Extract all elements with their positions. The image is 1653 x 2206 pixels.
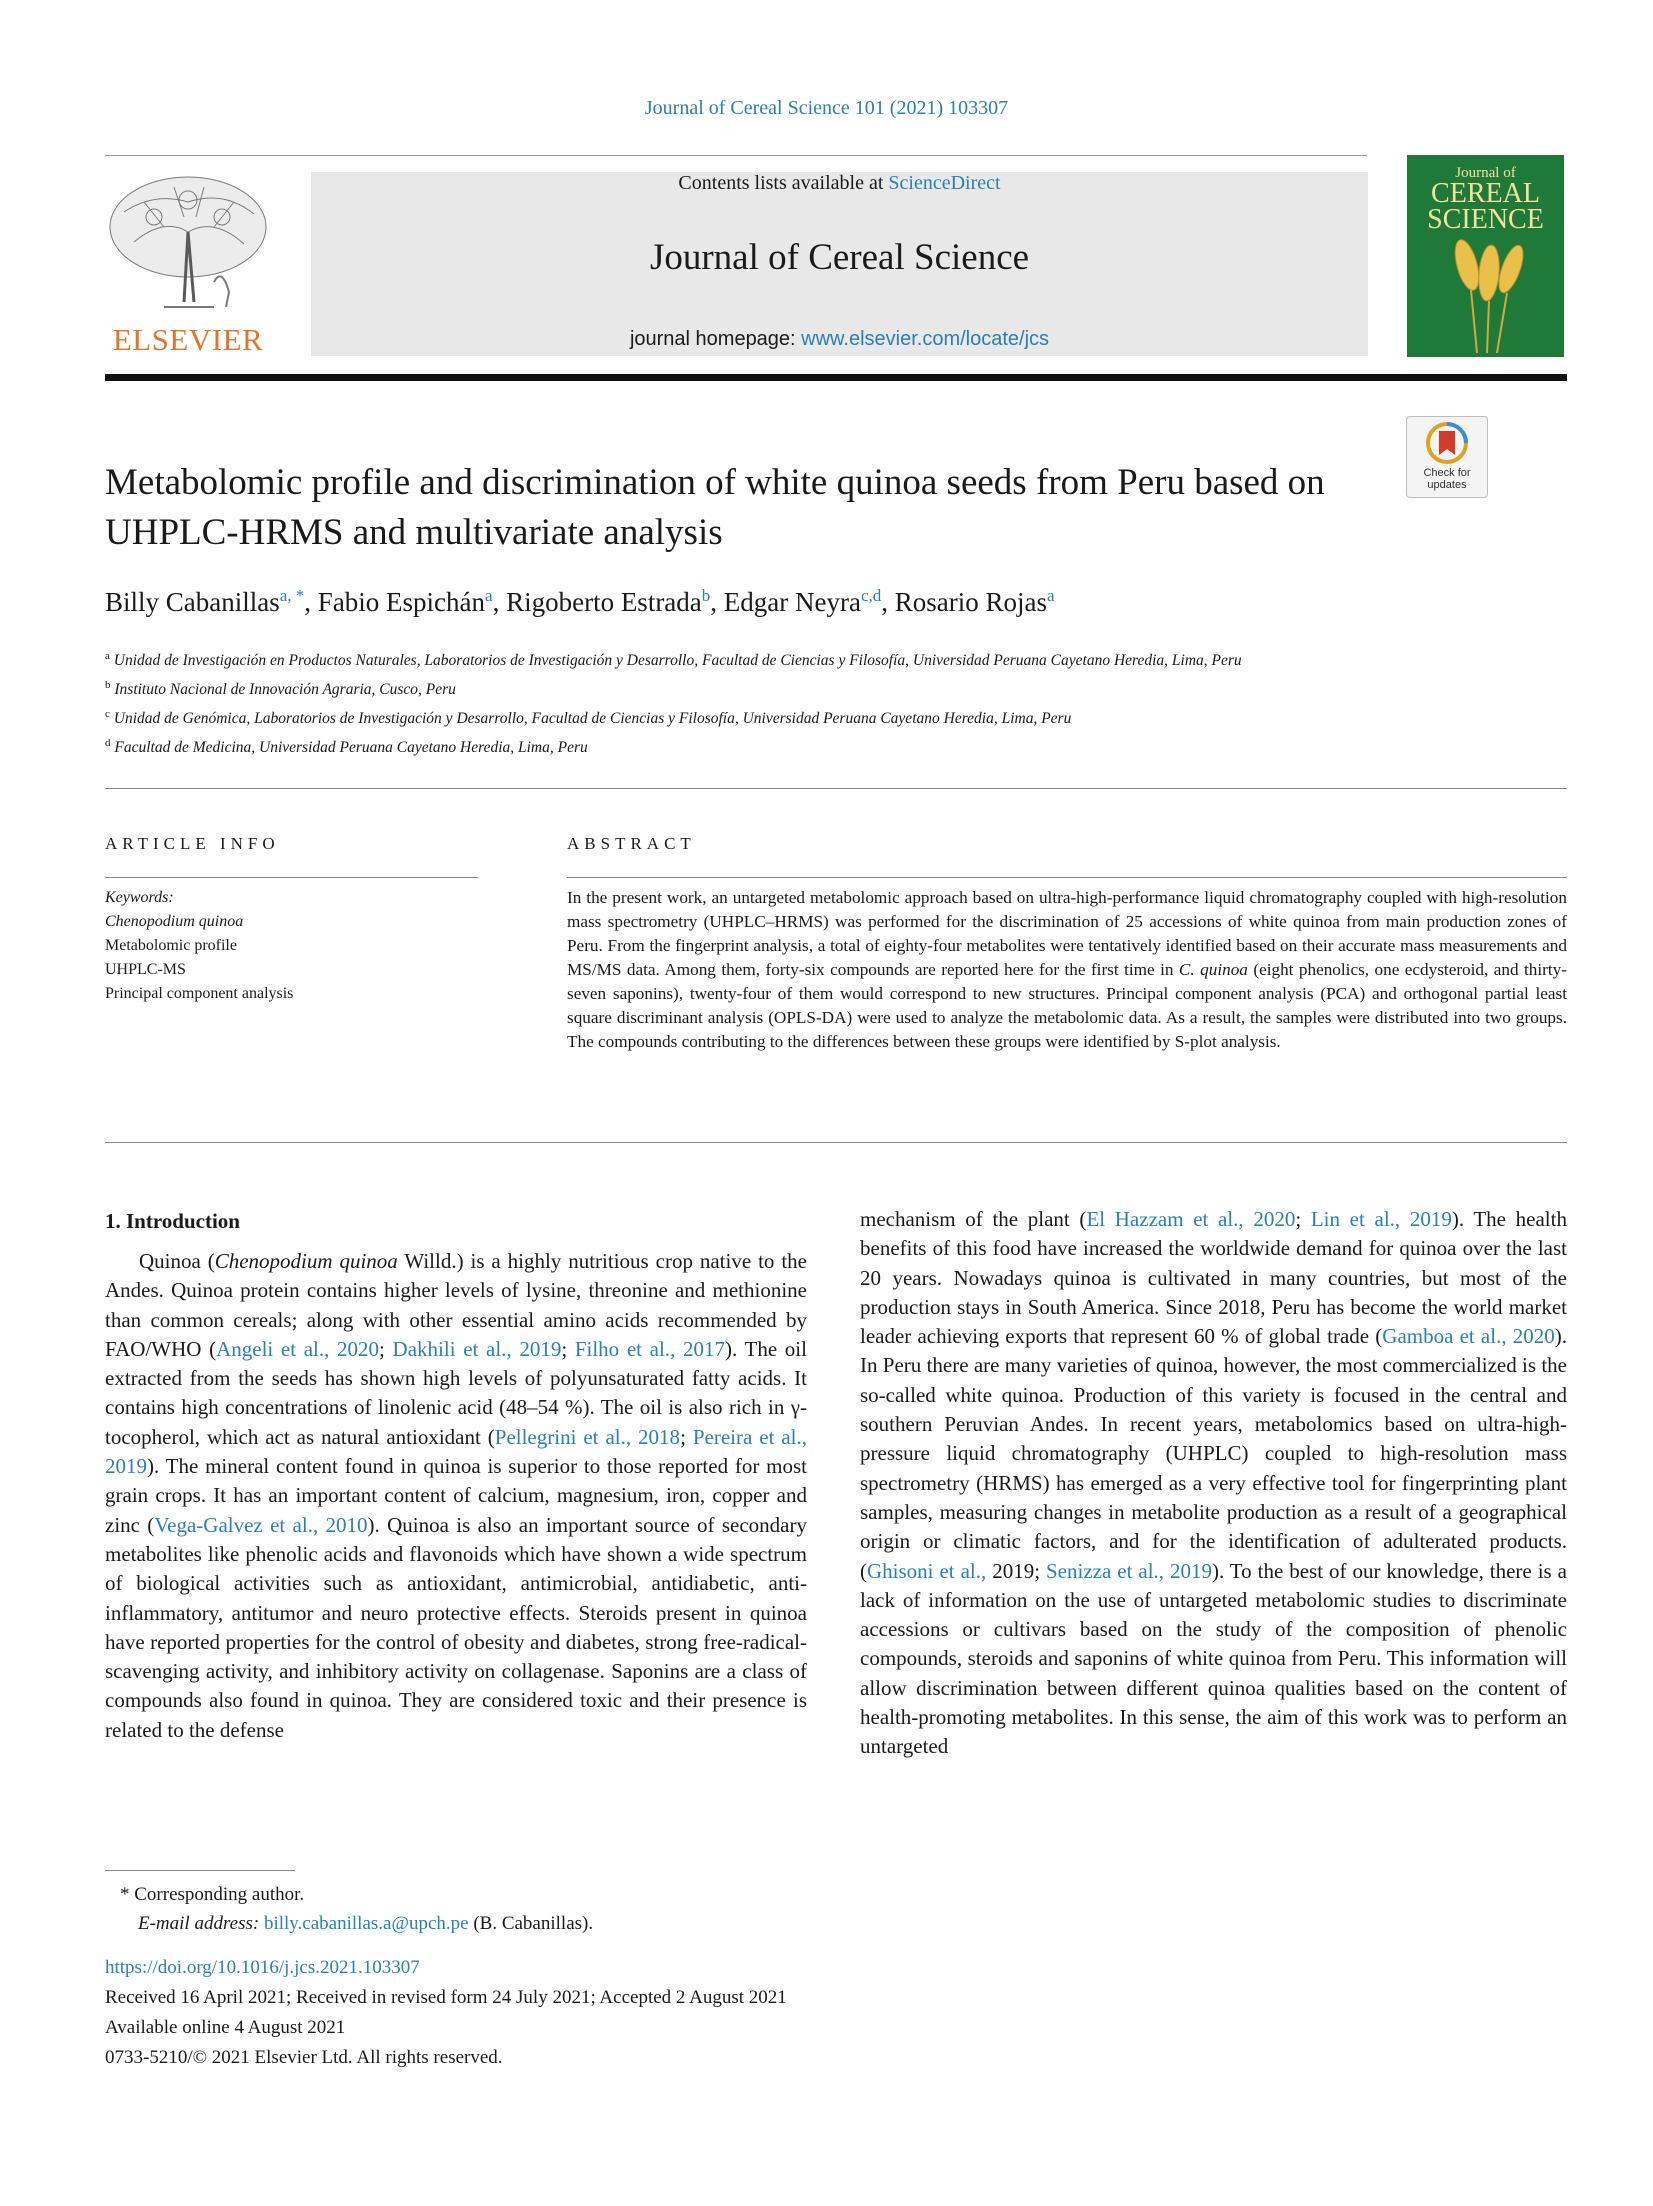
affiliation-text: Unidad de Genómica, Laboratorios de Investigación y Desarrollo, Facultad de Ciencias y Filosofía, Universidad Peruana Cayetano Heredia, Lima, Peru <box>113 710 1072 728</box>
email-suffix: (B. Cabanillas). <box>468 1913 594 1934</box>
footnote-rule <box>105 1870 295 1871</box>
check-updates-icon <box>1407 417 1487 469</box>
keyword-item: Chenopodium quinoa <box>105 913 244 930</box>
corresponding-author-note <box>120 1880 593 1909</box>
keyword-item: Metabolomic profile <box>105 937 237 954</box>
header-thick-rule <box>105 374 1567 381</box>
affiliation-text: Facultad de Medicina, Universidad Peruana Cayetano Heredia, Lima, Peru <box>114 739 588 757</box>
elsevier-logo <box>104 172 272 358</box>
author-affiliation-marker[interactable]: a <box>1047 586 1055 605</box>
affiliation-item <box>105 673 1395 702</box>
journal-title: Journal of Cereal Science <box>649 237 1030 278</box>
divider <box>105 788 1567 789</box>
abstract-species: C. quinoa <box>1178 960 1248 979</box>
affiliation-marker: c <box>105 708 110 721</box>
publisher-name: ELSEVIER <box>112 322 264 357</box>
homepage-prefix: journal homepage: <box>629 328 802 350</box>
text-run: ; <box>680 1424 693 1449</box>
copyright: 0733-5210/© 2021 Elsevier Ltd. All rights reserved. <box>105 2047 503 2068</box>
available-online: Available online 4 August 2021 <box>105 2017 346 2038</box>
author-affiliation-marker[interactable]: a, * <box>279 586 305 605</box>
text-run: ; <box>1295 1207 1311 1231</box>
text-run: ). To the best of our knowledge, there is a lack of information on the use of untargeted metabolomic studies to discriminate accessions or cultivars based on the study of the composition of phenolic compounds, steroids and saponins of white quinoa from Peru. This information will allow discrimination between different quinoa qualities based on the content of health-promoting metabolites. In this sense, the aim of this work was to perform an untargeted <box>860 1558 1567 1759</box>
citation-link[interactable]: Gamboa et al., 2020 <box>1382 1324 1555 1349</box>
homepage-link[interactable]: www.elsevier.com/locate/jcs <box>801 328 1050 350</box>
keywords-block <box>105 886 485 1006</box>
email-label: E-mail address: <box>138 1913 260 1934</box>
article-info-label: ARTICLE INFO <box>105 834 280 853</box>
citation-link[interactable]: Filho et al., 2017 <box>574 1336 725 1361</box>
keywords-label: Keywords: <box>105 889 174 906</box>
intro-right-column <box>860 1205 1567 1762</box>
journal-reference[interactable]: Journal of Cereal Science 101 (2021) 103307 <box>644 97 1009 119</box>
doi-link[interactable]: https://doi.org/10.1016/j.jcs.2021.103307 <box>105 1957 420 1978</box>
keyword-item: Principal component analysis <box>105 985 294 1002</box>
affiliation-item <box>105 702 1395 731</box>
sciencedirect-link[interactable]: ScienceDirect <box>888 172 1001 194</box>
intro-paragraph <box>105 1247 807 1745</box>
intro-left-column <box>105 1225 807 1745</box>
affiliation-item <box>105 731 1395 760</box>
contents-prefix: Contents lists available at <box>678 172 889 194</box>
author-name[interactable]: Rosario Rojas <box>894 587 1048 617</box>
text-run: ). The oil extracted from the seeds has shown high levels of polyunsaturated fatty acids. It contains high concentrations of linolenic acid (48–54 %). The oil is also rich in γ-tocopherol, which act as natural antioxidant ( <box>105 1336 807 1449</box>
citation-link[interactable]: Pellegrini et al., 2018 <box>494 1424 681 1449</box>
citation-link[interactable]: Pereira et al., 2019 <box>105 1424 807 1479</box>
author-name[interactable]: Rigoberto Estrada <box>506 587 702 617</box>
citation-link[interactable]: Angeli et al., 2020 <box>216 1336 380 1361</box>
keyword-item: UHPLC-MS <box>105 961 186 978</box>
text-run: Quinoa ( <box>139 1249 215 1273</box>
author-name[interactable]: Fabio Espichán <box>317 587 486 617</box>
footnote-text: Corresponding author. <box>134 1884 305 1905</box>
citation-link[interactable]: Ghisoni et al., <box>867 1558 987 1583</box>
author-name[interactable]: Edgar Neyra <box>723 587 861 617</box>
cover-title <box>1407 178 1564 235</box>
received-dates: Received 16 April 2021; Received in revised form 24 July 2021; Accepted 2 August 2021 <box>105 1987 787 2008</box>
citation-link[interactable]: Lin et al., 2019 <box>1310 1207 1452 1231</box>
author-affiliation-marker[interactable]: c,d <box>860 586 882 605</box>
text-run: ). In Peru there are many varieties of quinoa, however, the most commercialized is the so-called white quinoa. Production of this variety is focused in the central and southern Peruvian Andes. In recent years, metabolomics based on ultra-high-pressure liquid chromatography (UHPLC) coupled to high-resolution mass spectrometry (HRMS) has emerged as a very effective tool for fingerprinting plant samples, measuring changes in metabolite production as a result of a geographical origin or climatic factors, and for the identification of adulterated products. ( <box>860 1324 1567 1583</box>
contents-line <box>311 172 1368 195</box>
intro-paragraph <box>860 1205 1567 1762</box>
affiliation-text: Unidad de Investigación en Productos Naturales, Laboratorios de Investigación y Desarrollo, Facultad de Ciencias y Filosofía, Universidad Peruana Cayetano Heredia, Lima, Peru <box>113 652 1242 670</box>
abstract-rule <box>567 877 1567 878</box>
text-run: Willd.) is a highly nutritious crop native to the Andes. Quinoa protein contains higher levels of lysine, threonine and methionine than common cereals; along with other essential amino acids recommended by FAO/WHO ( <box>105 1249 807 1361</box>
abstract-part: (eight phenolics, one ecdysteroid, and thirty-seven saponins), twenty-four of them would correspond to new structures. Principal component analysis (PCA) and orthogonal partial least square discriminant analysis (OPLS-DA) were used to analyze the metabolomic data. As a result, the samples were distributed into two groups. The compounds contributing to the differences between these groups were identified by S-plot analysis. <box>567 960 1567 1051</box>
abstract-label: ABSTRACT <box>567 834 696 853</box>
check-for-updates-badge[interactable] <box>1406 416 1488 498</box>
text-run: ). Quinoa is also an important source of secondary metabolites like phenolic acids and flavonoids which have shown a wide spectrum of biological activities such as antioxidant, antimicrobial, antidiabetic, anti-inflammatory, antitumor and neuro protective effects. Steroids present in quinoa have reported properties for the control of obesity and diabetes, strong free-radical-scavenging activity, and inhibitory activity on collagenase. Saponins are a class of compounds also found in quinoa. They are considered toxic and their presence is related to the defense <box>105 1512 807 1742</box>
text-run: mechanism of the plant ( <box>860 1207 1087 1231</box>
section-heading: 1. Introduction <box>105 1209 240 1233</box>
citation-link[interactable]: Vega-Galvez et al., 2010 <box>154 1512 368 1537</box>
author-list: Billy Cabanillas$^{a, *}$, Fabio Espichán$^a$, Rigoberto Estrada$^b$, Edgar Neyra$^{c,d}$, Rosario Rojas$^a$ <box>105 586 1055 617</box>
citation-link[interactable]: Dakhili et al., 2019 <box>392 1336 562 1361</box>
abstract-part: In the present work, an untargeted metabolomic approach based on ultra-high-performance liquid chromatography coupled with high-resolution mass spectrometry (UHPLC–HRMS) was performed for the discrimination of 25 accessions of white quinoa from main production zones of Peru. From the fingerprint analysis, a total of eighty-four metabolites were tentatively identified based on their accurate mass measurements and MS/MS data. Among them, forty-six compounds are reported here for the first time in <box>567 888 1567 979</box>
tree-icon <box>104 172 272 317</box>
affiliation-item <box>105 644 1395 673</box>
text-run: ; <box>561 1336 575 1361</box>
author-affiliation-marker[interactable]: b <box>701 586 711 605</box>
divider <box>105 1142 1567 1143</box>
article-title: Metabolomic profile and discrimination of white quinoa seeds from Peru based on UHPLC-HRMS and multivariate analysis <box>105 462 1325 553</box>
article-info-rule <box>105 877 478 878</box>
text-run: ). The mineral content found in quinoa is superior to those reported for most grain crops. It has an important content of calcium, magnesium, iron, copper and zinc ( <box>105 1454 807 1537</box>
text-run: 2019; <box>986 1558 1046 1583</box>
affiliations <box>105 644 1395 761</box>
homepage-line <box>311 328 1368 351</box>
text-run: ; <box>379 1336 393 1361</box>
author-name[interactable]: Billy Cabanillas <box>105 587 280 617</box>
abstract-text <box>567 886 1567 1054</box>
footnote-marker: * <box>120 1884 130 1905</box>
footnote <box>120 1880 593 1938</box>
email-line <box>120 1909 593 1938</box>
affiliation-marker: a <box>105 650 110 662</box>
wheat-icon <box>1407 235 1564 355</box>
cover-title-line-1: CEREAL <box>1431 178 1540 209</box>
cover-small-text: Journal of <box>1455 165 1516 181</box>
affiliation-marker: d <box>105 737 111 750</box>
author-affiliation-marker[interactable]: a <box>485 586 493 605</box>
journal-cover[interactable] <box>1407 155 1564 357</box>
species-name: Chenopodium quinoa <box>214 1249 398 1273</box>
citation-link[interactable]: Senizza et al., 2019 <box>1046 1558 1212 1583</box>
affiliation-text: Instituto Nacional de Innovación Agraria, Cusco, Peru <box>114 681 456 699</box>
affiliation-marker: b <box>105 679 111 692</box>
email-link[interactable]: billy.cabanillas.a@upch.pe <box>263 1913 469 1934</box>
check-updates-label: Check for updates <box>1423 467 1471 491</box>
header-divider <box>105 155 1367 156</box>
cover-title-line-2: SCIENCE <box>1427 204 1544 235</box>
citation-link[interactable]: El Hazzam et al., 2020 <box>1086 1207 1296 1231</box>
publication-info <box>105 1953 787 2073</box>
text-run: ). The health benefits of this food have increased the worldwide demand for quinoa over the last 20 years. Nowadays quinoa is cultivated in many countries, but most of the production stays in South America. Since 2018, Peru has become the world market leader achieving exports that represent 60 % of global trade ( <box>860 1207 1567 1349</box>
